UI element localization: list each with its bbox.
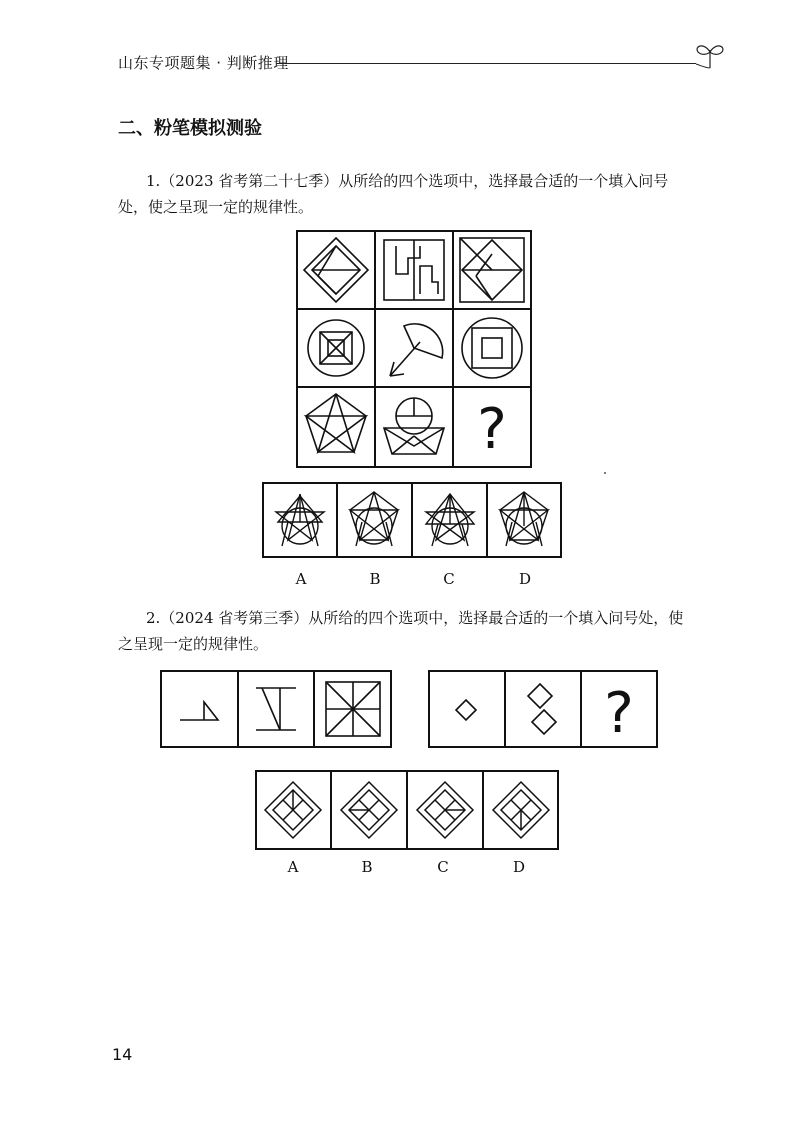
scan-speck <box>604 472 606 474</box>
q1-option-b-figure <box>350 492 398 546</box>
q1-option-c-label: C <box>443 570 455 588</box>
q2-left-cell-2 <box>256 688 296 730</box>
grid-cell-1-2 <box>384 240 444 300</box>
q1-option-a-figure <box>276 494 324 546</box>
question-1-text-line1: 1.（2023 省考第二十七季）从所给的四个选项中，选择最合适的一个填入问号 <box>146 172 669 190</box>
running-header: 山东专项题集 · 判断推理 <box>118 54 289 72</box>
q2-option-d-figure <box>493 782 549 838</box>
question-1-options <box>262 482 562 558</box>
q2-right-cell-1 <box>456 700 476 720</box>
sprout-icon <box>690 38 730 74</box>
question-2-question-mark: ? <box>604 681 634 746</box>
q2-option-c-figure <box>417 782 473 838</box>
grid-cell-1-3 <box>460 238 524 302</box>
question-2-sequence-right <box>428 670 658 748</box>
q2-option-c-label: C <box>437 858 449 876</box>
question-2-text-line2: 之呈现一定的规律性。 <box>118 635 269 653</box>
q1-option-d-figure <box>500 492 548 546</box>
question-2-sequence-left <box>160 670 392 748</box>
q2-option-a-label: A <box>287 858 299 876</box>
q2-option-b-label: B <box>361 858 373 876</box>
q1-option-b-label: B <box>369 570 381 588</box>
section-title: 二、粉笔模拟测验 <box>118 118 262 139</box>
q2-right-cell-2 <box>528 684 556 734</box>
page-number: 14 <box>112 1045 133 1064</box>
q2-option-b-figure <box>341 782 397 838</box>
question-2-options <box>255 770 559 850</box>
q2-left-cell-1 <box>180 702 218 720</box>
question-1-grid <box>296 230 532 468</box>
question-1-text-line2: 处，使之呈现一定的规律性。 <box>118 198 314 216</box>
grid-cell-3-1 <box>306 394 366 452</box>
header-rule <box>276 63 696 64</box>
grid-cell-2-2 <box>390 324 443 376</box>
q2-option-a-figure <box>265 782 321 838</box>
question-2-text-line1: 2.（2024 省考第三季）从所给的四个选项中，选择最合适的一个填入问号处，使 <box>146 609 684 627</box>
q2-left-cell-3 <box>326 682 380 736</box>
grid-cell-3-2 <box>384 398 444 454</box>
q1-option-a-label: A <box>295 570 307 588</box>
question-1-question-mark: ? <box>477 397 507 462</box>
grid-cell-2-1 <box>308 320 364 376</box>
q1-option-d-label: D <box>518 570 532 588</box>
q2-option-d-label: D <box>512 858 526 876</box>
q1-option-c-figure <box>426 494 474 546</box>
grid-cell-2-3 <box>462 318 522 378</box>
grid-cell-1-1 <box>304 238 368 302</box>
